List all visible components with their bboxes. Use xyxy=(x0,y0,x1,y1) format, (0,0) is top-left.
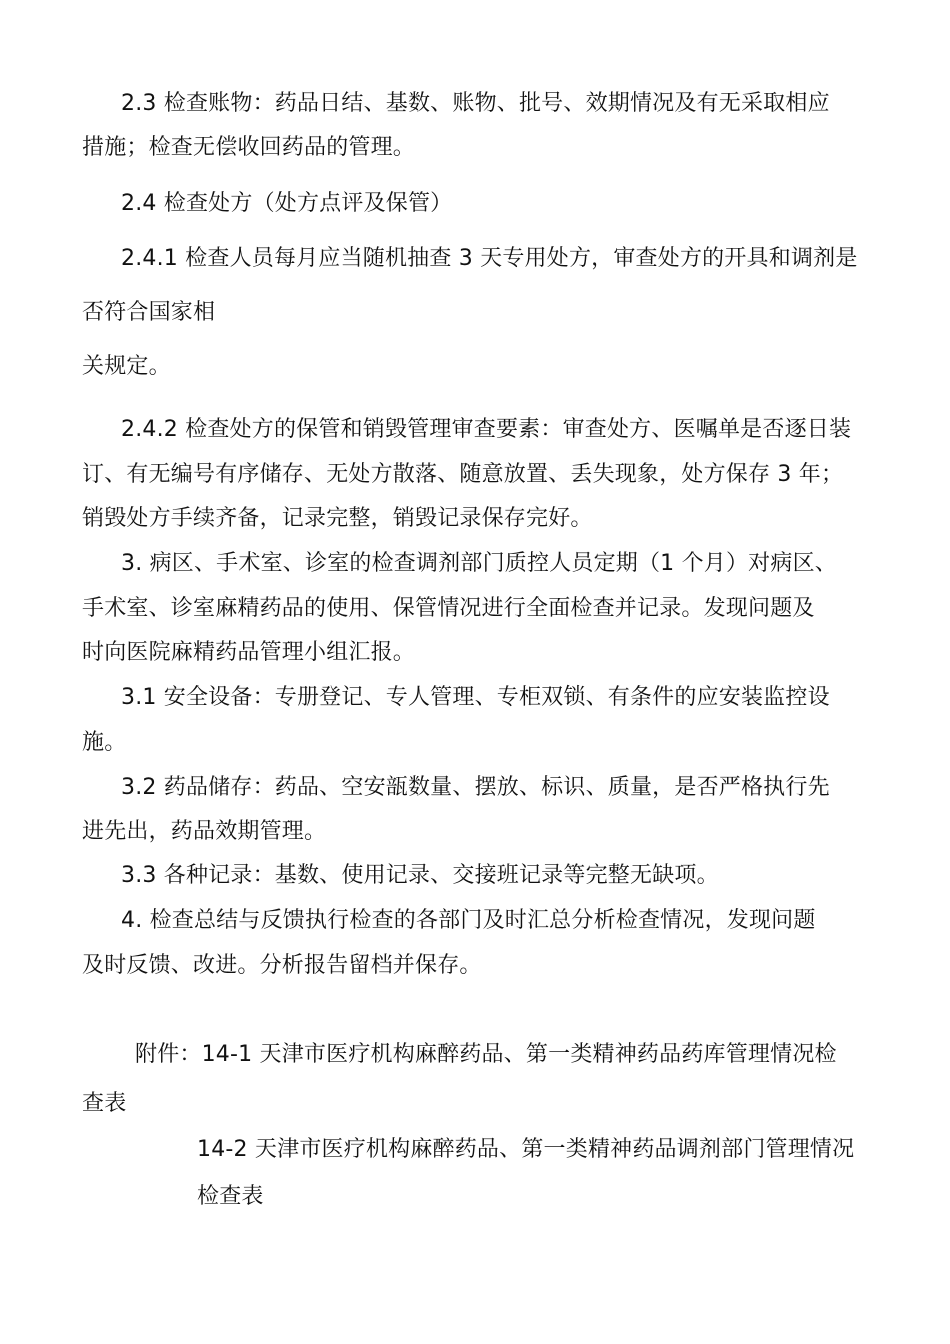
text-line: 14-2 天津市医疗机构麻醉药品、第一类精神药品调剂部门管理情况 xyxy=(197,1137,855,1162)
text-line: 3.3 各种记录：基数、使用记录、交接班记录等完整无缺项。 xyxy=(121,863,719,888)
text-line: 2.4.1 检查人员每月应当随机抽查 3 天专用处方，审查处方的开具和调剂是 xyxy=(121,246,858,271)
text-line: 3.2 药品储存：药品、空安瓿数量、摆放、标识、质量，是否严格执行先 xyxy=(121,775,830,800)
text-line: 2.4.2 检查处方的保管和销毁管理审查要素：审查处方、医嘱单是否逐日装 xyxy=(121,417,852,442)
text-line: 订、有无编号有序储存、无处方散落、随意放置、丢失现象，处方保存 3 年； xyxy=(82,462,844,487)
text-line: 检查表 xyxy=(197,1184,264,1209)
text-line: 4. 检查总结与反馈执行检查的各部门及时汇总分析检查情况，发现问题 xyxy=(121,908,816,933)
text-line: 进先出，药品效期管理。 xyxy=(82,819,327,844)
text-line: 2.4 检查处方（处方点评及保管） xyxy=(121,191,453,216)
text-line: 销毁处方手续齐备，记录完整，销毁记录保存完好。 xyxy=(82,506,593,531)
text-line: 施。 xyxy=(82,730,127,755)
text-line: 否符合国家相 xyxy=(82,300,216,325)
text-line: 2.3 检查账物：药品日结、基数、账物、批号、效期情况及有无采取相应 xyxy=(121,91,830,116)
text-line: 措施；检查无偿收回药品的管理。 xyxy=(82,135,416,160)
text-line: 附件：14-1 天津市医疗机构麻醉药品、第一类精神药品药库管理情况检 xyxy=(135,1042,837,1067)
text-line: 及时反馈、改进。分析报告留档并保存。 xyxy=(82,953,482,978)
text-line: 关规定。 xyxy=(82,354,171,379)
text-line: 时向医院麻精药品管理小组汇报。 xyxy=(82,640,416,665)
text-line: 手术室、诊室麻精药品的使用、保管情况进行全面检查并记录。发现问题及 xyxy=(82,596,815,621)
text-line: 查表 xyxy=(82,1091,127,1116)
text-line: 3. 病区、手术室、诊室的检查调剂部门质控人员定期（1 个月）对病区、 xyxy=(121,551,837,576)
text-line: 3.1 安全设备：专册登记、专人管理、专柜双锁、有条件的应安装监控设 xyxy=(121,685,830,710)
